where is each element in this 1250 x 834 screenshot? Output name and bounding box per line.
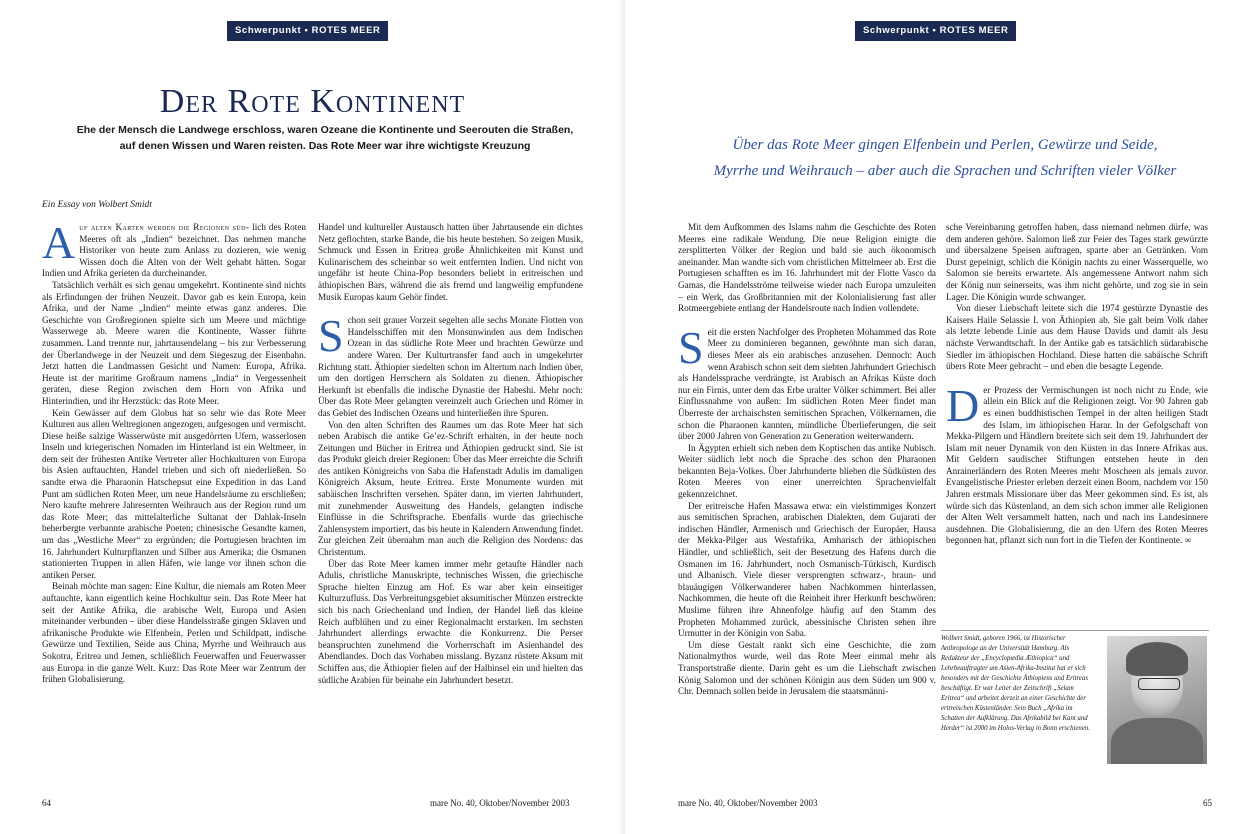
paragraph <box>318 310 583 419</box>
paragraph <box>42 217 306 280</box>
section-tag: Schwerpunkt • ROTES MEER <box>227 21 388 41</box>
end-mark-icon: ∞ <box>1184 535 1192 546</box>
section-tag: Schwerpunkt • ROTES MEER <box>855 21 1016 41</box>
magazine-issue: mare No. 40, Oktober/November 2003 <box>678 798 818 808</box>
paragraph: Um diese Gestalt rankt sich eine Geschichte, die zum Nationalmythos wurde, weil das Rote Meer einmal mehr als Transportstraße diente. Darin geht es um die Liebschaft zwischen König Salomon und der schönen Königin aus dem Süden um 900 v. Chr. Demnach sollen beide in Jerusalem die staatsmänni- <box>678 639 936 697</box>
paragraph: Der eritreische Hafen Massawa etwa: ein vielstimmiges Konzert aus semitischen Sprachen, arabischen Dialekten, dem Gujarati der indischen Händler, Armenisch und Griechisch der Europäer, Hausa der Mekka-Pilger aus Westafrika, Amharisch der äthiopischen Händler, und schließlich, seit der Besetzung des Hafens durch die Osmanen im 16. Jahrhundert, noch Osmanisch-Türkisch, Kurdisch und Albanisch. Viele dieser versprengten schwarz-, braun- und blauäugigen Völkerwanderer haben Nachkommen hinterlassen, Nachkommen, die heute oft die Reinheit ihrer Herkunft beschwören: Muslime führen ihre Ahnenfolge häufig auf den Stamm des Propheten Mohammed zurück, abessinische Christen sehen ihre Urmutter in der Königin von Saba. <box>678 500 936 639</box>
paragraph: Kein Gewässer auf dem Globus hat so sehr wie das Rote Meer Kulturen aus allen Weltregionen angezogen, aufgesogen und vermischt. Diese heiße salzige Wasserwüste mit ausgedörrten Ufern, wasserlosen Inseln und kriegerischen Nomaden im Hinterland ist ein Weltmeer, in dem seit der frühesten Antike Vertreter aller Hochkulturen von Europa bis Asien auftauchten, Handel trieben und sich oft niederließen. So sandte etwa die Pharaonin Hatschepsut eine Expedition in das Land Punt am südlichen Roten Meer, um neue Handelsräume zu erschließen; Nero kaufte mehrere Jahresernten Weihrauch aus der Region rund um das Rote Meer; das mittelalterliche Sultanat der Dahlak-Inseln beherbergte verbannte arabische Poeten; chinesische Gesandte kamen, um das „Westliche Meer“ zu ergründen; die Portugiesen brachten im 16. Jahrhundert Kulturpflanzen und Silber aus Amerika; die Osmanen stationierten Truppen in allen Häfen, wie lange vor ihnen schon die antiken Perser. <box>42 407 306 580</box>
dropcap: A <box>42 217 76 268</box>
lead-in: uf alten Karten werden die Regionen süd- <box>79 222 250 232</box>
author-photo <box>1107 636 1207 764</box>
paragraph-text: er Prozess der Vermischungen ist noch nicht zu Ende, wie allein ein Blick auf die Religionen zeigt. Vor 90 Jahren gab es einen buddhistischen Tempel in der alten heiligen Stadt des Islam, im äthiopischen Harar. In der Gefolgschaft von Mekka-Pilgern und Händlern breitete sich seit dem 19. Jahrhundert der Islam mit neuer Dynamik von den Küsten in das Innere Afrikas aus. Mit Geldern saudischer Stiftungen entstehen heute in den Anrainerländern des Roten Meeres mehr Moscheen als jemals zuvor. Evangelistische Priester erleben derzeit einen Boom, nachdem vor 150 Jahren erstmals Missionare über das Meer gekommen sind. Es ist, als würde sich das Küstenland, an dem sich schon immer alle Religionen der Alten Welt versammelt hatten, nach und nach ins Landesinnere ausdehnen. Die Globalisierung, die an den Ufern des Roten Meeres begonnen hat, pflanzt sich nun fort in die Tiefen der Kontinente. <box>946 384 1208 546</box>
byline: Ein Essay von Wolbert Smidt <box>42 200 152 210</box>
paragraph: In Ägypten erhielt sich neben dem Koptischen das antike Nubisch. Weiter südlich lebt noch die Sprache des schon den Pharaonen bekannten Beja-Volkes. Über Jahrhunderte blieben die Südküsten des Roten Meeres von einer unerreichten Sprachenvielfalt gekennzeichnet. <box>678 442 936 500</box>
text-column-4 <box>946 222 1208 547</box>
photo-hair <box>1126 642 1188 676</box>
paragraph <box>678 321 936 443</box>
right-page <box>625 0 1250 834</box>
page-number: 65 <box>1203 798 1212 808</box>
paragraph: Handel und kultureller Austausch hatten über Jahrtausende ein dichtes Netz geflochten, starke Bande, die bis heute bestehen. So zeigen Musik, Schmuck und Essen in Eritrea große Ähnlichkeiten mit Kunst und Kulinarischem des scheinbar so weit entfernten Indien. Und nicht von ungefähr ist heute China-Pop besonders beliebt in eritreischen und äthiopischen Bars, während die als fremd und langweilig empfundene Musik Europas kaum Gehör findet. <box>318 222 583 302</box>
paragraph: Von dieser Liebschaft leitete sich die 1974 gestürzte Dynastie des Kaisers Haile Selassie I. von Äthiopien ab. Sie galt beim Volk daher als letzte lebende Linie aus dem Hause Davids und damit als Jesu nächste Verwandtschaft. In der Antike gab es tatsächlich südarabische Siedler im äthiopischen Hochland. Diese hatten die sabäische Schrift übers Rote Meer gebracht – und eben die besagte Legende. <box>946 303 1208 372</box>
page-number: 64 <box>42 798 51 808</box>
paragraph: Von den alten Schriften des Raumes um das Rote Meer hat sich neben Arabisch die antike Ge’ez-Schrift erhalten, in der heute noch Zeitungen und Bücher in Eritrea und Äthiopien gedruckt sind. Sie ist das Produkt gleich dreier Regionen: Über das Meer erreichte die Schrift des antiken Königreichs von Saba die Hafenstadt Adulis im damaligen Königreich Aksum, heute Eritrea. Erste Monumente wurden mit sabäischen Inschriften versehen. Später dann, im vierten Jahrhundert, mit zunehmender Ausweitung des Handels, gelangten indische Einflüsse in die Schriftsprache. Ebenfalls wurde das griechische Zahlensystem importiert, das bis heute in Kalendern Anwendung findet. Zur gleichen Zeit übernahm man auch die Religion des Nordens: das Christentum. <box>318 419 583 558</box>
author-bio-box <box>941 630 1209 771</box>
paragraph: sche Vereinbarung getroffen haben, dass niemand nehmen dürfe, was dem anderen gehöre. Salomon ließ zur Feier des Tages stark gewürzte und übersalzene Speisen auftragen, sparte aber an Getränken. Vom Durst gepeinigt, schlich die Königin nachts zu einer Wasserquelle, wo Salomon sie bereits erwartete. Als angemessene Antwort nahm sich der König nun seinerseits, was ihm nicht gehörte, und zog sie in sein Lager. Die Königin wurde schwanger. <box>946 222 1208 302</box>
dropcap: S <box>678 321 704 373</box>
pull-quote-line-1: Über das Rote Meer gingen Elfenbein und Perlen, Gewürze und Seide, <box>732 137 1158 153</box>
dropcap: D <box>946 379 980 431</box>
pull-quote <box>685 132 1205 184</box>
subtitle-line-2: auf denen Wissen und Waren reisten. Das Rote Meer war ihre wichtigste Kreuzung <box>119 140 531 152</box>
text-column-1 <box>42 217 306 686</box>
paragraph-text: eit die ersten Nachfolger des Propheten Mohammed das Rote Meer zu dominieren begannen, gewöhnte man sich daran, dieses Meer als ein arabisches anzusehen. Dennoch: Auch wenn Arabisch schon seit dem siebten Jahrhundert Griechisch als Handelssprache verdrängte, ist Arabisch an Afrikas Küste doch nur ein Firnis, unter dem das Erbe uralter Völker schimmert. Bei aller Einflussnahme von außen: Im südlichen Roten Meer findet man Überreste der archaischsten semitischen Sprachen, Völkernamen, die schon die Pharaonen kannten, mündliche Überlieferungen, die seit über 2000 Jahren von Generation zu Generation weiterwandern. <box>678 326 936 442</box>
pull-quote-line-2: Myrrhe und Weihrauch – aber auch die Sprachen und Schriften vieler Völker <box>713 163 1177 179</box>
article-subtitle <box>60 122 590 154</box>
paragraph-text: chon seit grauer Vorzeit segelten alle sechs Monate Flotten von Handelsschiffen mit den Monsunwinden aus dem Indischen Ozean in das südliche Rote Meer und brachten Gewürze und andere Waren. Der Kulturtransfer fand auch in umgekehrter Richtung statt. Äthiopier siedelten schon im Altertum nach Indien über, um den dortigen Herrschern als Soldaten zu dienen. Äthiopischer Herkunft ist ebenfalls die indische Dynastie der Habeshi. Mehr noch: Über das Rote Meer gelangten vereinzelt auch Griechen und Römer in das Gebiet des Indischen Ozeans und hinterließen ihre Spuren. <box>318 315 583 418</box>
magazine-issue: mare No. 40, Oktober/November 2003 <box>430 798 570 808</box>
paragraph: Tatsächlich verhält es sich genau umgekehrt. Kontinente sind nichts als Erfindungen der frühen Neuzeit. Davor gab es kein Europa, kein Afrika, und der Name „Indien“ meinte etwas ganz anderes. Die Geschichte von Großregionen spielte sich um Meere und mächtige Wasserwege ab. Meere waren die Kontinente, Wasser führte zusammen. Land trennte nur, jahrtausendelang – bis zur Verbesserung der Überlandwege in der Neuzeit und dem Siegeszug der Eisenbahn. Jetzt hatten die Landmassen Gesicht und Namen: Europa, Afrika. Heute ist der maritime Großraum namens „India“ in Vergessenheit geraten, diese Region zwischen dem Horn von Afrika und Hinterindien, und ihr Herzstück: das Rote Meer. <box>42 279 306 406</box>
paragraph <box>946 379 1208 547</box>
paragraph-text: lich des Roten Meeres oft als „Indien“ bezeichnet. Das nehmen manche Historiker von heute zum Anlass zu dozieren, wie wenig Wissen doch die Alten von der Welt gehabt hätten. Sogar Indien und Afrika gerieten da durcheinander. <box>42 222 306 279</box>
subtitle-line-1: Ehe der Mensch die Landwege erschloss, waren Ozeane die Kontinente und Seerouten die Straßen, <box>76 124 574 136</box>
paragraph: Über das Rote Meer kamen immer mehr getaufte Händler nach Adulis, christliche Manuskripte, technisches Wissen, die griechische Sprache hielten Einzug am Hof. Es war aber kein einseitiger Kulturzufluss. Das Verbreitungsgebiet aksumitischer Münzen erstreckte sich bis nach Griechenland und Indien, der Handel ließ das kleine Reich aufblühen und zu einer Regionalmacht erstarken. Im sechsten Jahrhundert allerdings erwachte die Konkurrenz. Die Perser beanspruchten zunehmend die Vorherrschaft im Asienhandel des Abendlandes. Doch das Vorhaben misslang. Byzanz rüstete Aksum mit Schiffen aus, die Äthiopier fielen auf der Halbinsel ein und hielten das südliche Arabien für beinahe ein Jahrhundert besetzt. <box>318 558 583 685</box>
dropcap: S <box>318 310 344 362</box>
article-title: Der Rote Kontinent <box>159 83 466 120</box>
author-bio: Wolbert Smidt, geboren 1966, ist Historischer Anthropologe an der Universität Hamburg. Als Redakteur der „Encyclopædia Æthiopica“ und Lehrbeauftragter am Asien-Afrika-Institut hat er sich besonders mit der Geschichte Äthiopiens und Eritreas beschäftigt. Er war Leiter der Zeitschrift „Selam Eritrea“ und arbeitet derzeit an einer Geschichte der eritreischen Küstenländer. Sein Buch „Afrika im Schatten der Aufklärung. Das Afrikabild bei Kant und Herder“ ist 2000 im Holos-Verlag in Bonn erschienen. <box>941 635 1090 732</box>
text-column-2 <box>318 222 583 686</box>
text-column-3 <box>678 222 936 698</box>
glasses-icon <box>1138 678 1180 690</box>
paragraph: Beinah möchte man sagen: Eine Kultur, die niemals am Roten Meer auftauchte, kann eigentlich keine Hochkultur sein. Das Rote Meer hat seit der Antike Afrika, die arabische Welt, Europa und Asien miteinander verbunden – über diese Handelsstraße gingen Sklaven und afrikanische Produkte wie Elfenbein, Perlen und Schildpatt, indische Gewürze und Textilien, Seide aus China, Myrrhe und Weihrauch aus Sokotra, Eritrea und Jemen, schließlich Feuerwaffen und Feuerwasser aus Europa in die ganze Welt. Kurz: Das Rote Meer war Zentrum der frühen Globalisierung. <box>42 581 306 685</box>
photo-shoulders <box>1111 718 1203 764</box>
paragraph: Mit dem Aufkommen des Islams nahm die Geschichte des Roten Meeres eine radikale Wendung. Die neue Religion einigte die zersplitterten Völker der Region und bald sie auch ökonomisch aneinander. Man wandte sich vom christlichen Mittelmeer ab. Erst die Portugiesen schafften es im 16. Jahrhundert mit der Flotte Vasco da Gamas, die Handelsströme teilweise wieder nach Europa umzuleiten – ein Werk, das Großbritannien mit der Kolonialisierung fast aller Rotmeergebiete entlang der Handelsroute nach Indien vollendete. <box>678 222 936 314</box>
